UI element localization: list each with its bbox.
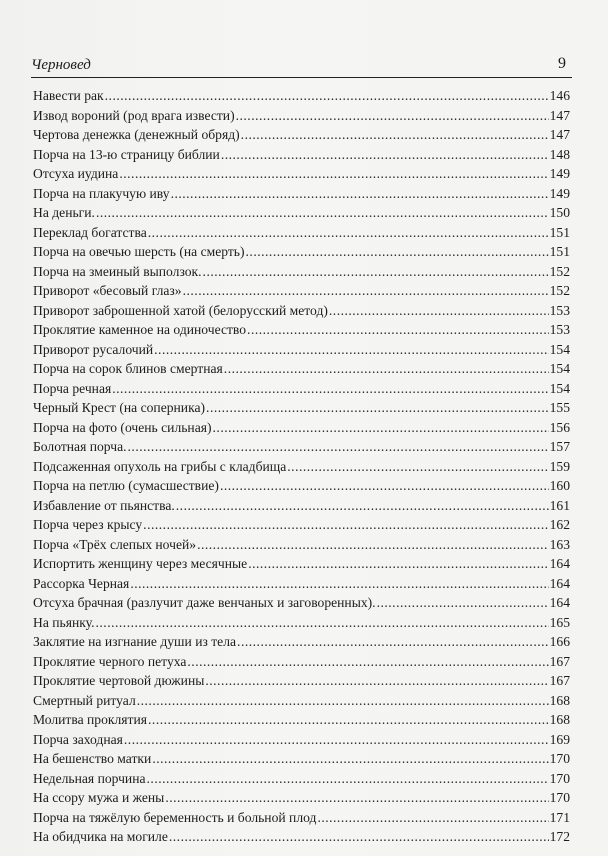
toc-entry-page: 171 <box>549 809 570 825</box>
toc-entry-title: Порча на плакучую иву <box>33 185 170 201</box>
toc-entry <box>33 320 570 340</box>
toc-entry-title: Порча через крысу <box>33 517 143 532</box>
toc-entry-title: Приворот «бесовый глаз» <box>33 283 182 298</box>
toc-entry <box>33 671 570 691</box>
dot-leader <box>183 281 549 301</box>
dot-leader <box>148 710 549 730</box>
toc-entry <box>33 769 570 789</box>
dot-leader <box>143 515 548 535</box>
toc-entry-page: 170 <box>549 770 570 786</box>
toc-entry-title: На деньги. <box>33 205 95 220</box>
dot-leader <box>203 262 549 282</box>
toc-entry-title: Черный Крест (на соперника) <box>33 400 206 415</box>
toc-entry <box>33 593 570 613</box>
toc-entry <box>33 106 570 126</box>
toc-entry <box>33 710 570 730</box>
toc-entry <box>33 749 570 769</box>
toc-entry <box>33 203 570 223</box>
toc-entry-title: Чертова денежка (денежный обряд) <box>33 127 240 142</box>
toc-entry <box>33 652 570 672</box>
toc-entry <box>33 457 570 477</box>
toc-entry-title: Избавление от пьянства. <box>33 497 175 513</box>
toc-entry-title: Порча речная <box>33 380 112 396</box>
toc-entry-page: 148 <box>549 146 570 162</box>
dot-leader <box>206 398 549 418</box>
toc-entry <box>33 145 570 165</box>
toc-entry-page: 160 <box>549 478 570 493</box>
toc-entry <box>33 379 570 399</box>
toc-entry-title: Извод вороний (род врага извести) <box>33 107 235 123</box>
dot-leader <box>154 340 548 360</box>
dot-leader <box>236 106 549 126</box>
dot-leader <box>96 613 549 633</box>
toc-entry <box>33 535 570 555</box>
toc-entry-page: 168 <box>549 692 570 708</box>
toc-entry-page: 170 <box>549 751 570 766</box>
toc-entry-page: 172 <box>549 829 570 844</box>
toc-entry-page: 152 <box>549 263 570 279</box>
dot-leader <box>165 788 548 808</box>
toc-entry-page: 170 <box>549 790 570 805</box>
dot-leader <box>96 203 549 223</box>
toc-entry-title: Проклятие чертовой дюжины <box>33 673 205 688</box>
toc-entry-title: Порча на петлю (сумасшествие) <box>33 478 219 493</box>
toc-entry-title: На бешенство матки <box>33 751 152 766</box>
toc-entry-page: 155 <box>549 400 570 415</box>
toc-entry-title: На ссору мужа и жены <box>33 790 165 805</box>
toc-entry-page: 156 <box>549 419 570 435</box>
toc-entry-page: 153 <box>549 322 570 337</box>
toc-entry-title: Проклятие черного петуха <box>33 653 187 669</box>
dot-leader <box>128 437 549 457</box>
toc-entry <box>33 632 570 652</box>
dot-leader <box>197 535 549 555</box>
toc-entry-title: На пьянку. <box>33 614 95 630</box>
toc-entry <box>33 340 570 360</box>
toc-entry-title: Отсуха брачная (разлучит даже венчаных и заговоренных). <box>33 595 376 610</box>
toc-entry <box>33 476 570 496</box>
page-number: 9 <box>558 55 566 72</box>
dot-leader <box>152 749 548 769</box>
toc-entry-page: 154 <box>549 380 570 396</box>
toc-entry <box>33 437 570 457</box>
toc-entry-title: Болотная порча. <box>33 439 127 454</box>
toc-entry-page: 163 <box>549 536 570 552</box>
toc-entry <box>33 691 570 711</box>
toc-entry-page: 150 <box>549 205 570 220</box>
toc-entry-page: 146 <box>549 88 570 103</box>
dot-leader <box>247 320 549 340</box>
toc-entry <box>33 418 570 438</box>
toc-entry-page: 151 <box>549 224 570 240</box>
dot-leader <box>246 242 549 262</box>
toc-entry-title: Порча на овечью шерсть (на смерть) <box>33 244 245 259</box>
toc-entry-title: Порча на 13-ю страницу библии <box>33 146 220 162</box>
dot-leader <box>130 574 548 594</box>
toc-entry-title: Проклятие каменное на одиночество <box>33 322 247 337</box>
dot-leader <box>317 808 548 828</box>
toc-entry-title: Заклятие на изгнание души из тела <box>33 634 237 649</box>
toc-entry-title: Отсуха иудина <box>33 166 119 181</box>
toc-entry <box>33 788 570 808</box>
toc-entry-page: 164 <box>549 556 570 571</box>
toc-entry-title: Приворот русалочий <box>33 341 154 357</box>
toc-entry-page: 149 <box>549 185 570 201</box>
dot-leader <box>213 418 549 438</box>
toc-entry-page: 164 <box>549 575 570 591</box>
toc-entry-title: Приворот заброшенной хатой (белорусский метод) <box>33 302 328 318</box>
dot-leader <box>241 125 549 145</box>
toc-entry-page: 167 <box>549 653 570 669</box>
toc-entry <box>33 184 570 204</box>
toc-entry-page: 157 <box>549 439 570 454</box>
dot-leader <box>171 184 549 204</box>
toc-entry <box>33 398 570 418</box>
toc-entry-page: 152 <box>549 283 570 298</box>
toc-entry-title: Молитва проклятия <box>33 712 148 727</box>
toc-entry-title: Подсаженная опухоль на грибы с кладбища <box>33 458 287 474</box>
toc-entry-page: 161 <box>549 497 570 513</box>
dot-leader <box>112 379 548 399</box>
dot-leader <box>220 476 549 496</box>
toc-entry-page: 154 <box>549 341 570 357</box>
dot-leader <box>287 457 548 477</box>
toc-entry <box>33 359 570 379</box>
dot-leader <box>176 496 549 516</box>
toc-entry-page: 147 <box>549 107 570 123</box>
running-head: Черновед <box>31 57 91 73</box>
toc-entry-title: Навести рак <box>33 88 104 103</box>
toc-entry-page: 162 <box>549 517 570 532</box>
toc-entry <box>33 827 570 847</box>
toc-entry <box>33 730 570 750</box>
toc-entry-title: Смертный ритуал <box>33 692 136 708</box>
toc-entry <box>33 574 570 594</box>
toc-entry-page: 153 <box>549 302 570 318</box>
toc-entry <box>33 808 570 828</box>
dot-leader <box>221 145 549 165</box>
toc-entry-title: Порча на фото (очень сильная) <box>33 419 212 435</box>
toc-entry-title: Порча на сорок блинов смертная <box>33 361 223 376</box>
dot-leader <box>105 86 549 106</box>
toc-entry <box>33 301 570 321</box>
toc-entry-page: 168 <box>549 712 570 727</box>
toc-entry <box>33 515 570 535</box>
toc-entry-page: 149 <box>549 166 570 181</box>
toc-entry-page: 167 <box>549 673 570 688</box>
toc-entry <box>33 496 570 516</box>
dot-leader <box>205 671 548 691</box>
dot-leader <box>148 223 549 243</box>
dot-leader <box>248 554 548 574</box>
toc-entry <box>33 281 570 301</box>
dot-leader <box>237 632 549 652</box>
toc-entry <box>33 223 570 243</box>
toc-entry <box>33 125 570 145</box>
toc-entry-title: Порча «Трёх слепых ночей» <box>33 536 197 552</box>
toc-entry <box>33 613 570 633</box>
toc-entry-title: Рассорка Черная <box>33 575 130 591</box>
dot-leader <box>169 827 549 847</box>
dot-leader <box>124 730 549 750</box>
toc-entry <box>33 554 570 574</box>
table-of-contents <box>33 86 570 847</box>
toc-entry-page: 166 <box>549 634 570 649</box>
toc-entry <box>33 262 570 282</box>
toc-entry-title: Порча на змеиный выползок. <box>33 263 202 279</box>
dot-leader <box>137 691 549 711</box>
toc-entry-page: 159 <box>549 458 570 474</box>
toc-entry-page: 154 <box>549 361 570 376</box>
toc-entry-page: 165 <box>549 614 570 630</box>
dot-leader <box>329 301 549 321</box>
toc-entry-page: 169 <box>549 731 570 747</box>
toc-entry-title: Испортить женщину через месячные <box>33 556 248 571</box>
toc-entry-title: На обидчика на могиле <box>33 829 168 844</box>
dot-leader <box>224 359 549 379</box>
toc-entry <box>33 164 570 184</box>
toc-entry-page: 164 <box>549 595 570 610</box>
dot-leader <box>147 769 549 789</box>
toc-entry <box>33 242 570 262</box>
toc-entry-title: Порча заходная <box>33 731 123 747</box>
page-header <box>31 55 572 78</box>
toc-entry-title: Порча на тяжёлую беременность и больной плод <box>33 809 317 825</box>
toc-entry-page: 151 <box>549 244 570 259</box>
dot-leader <box>187 652 548 672</box>
toc-entry-title: Недельная порчина <box>33 770 146 786</box>
toc-entry <box>33 86 570 106</box>
dot-leader <box>377 593 549 613</box>
dot-leader <box>119 164 548 184</box>
toc-entry-title: Переклад богатства <box>33 224 147 240</box>
toc-entry-page: 147 <box>549 127 570 142</box>
